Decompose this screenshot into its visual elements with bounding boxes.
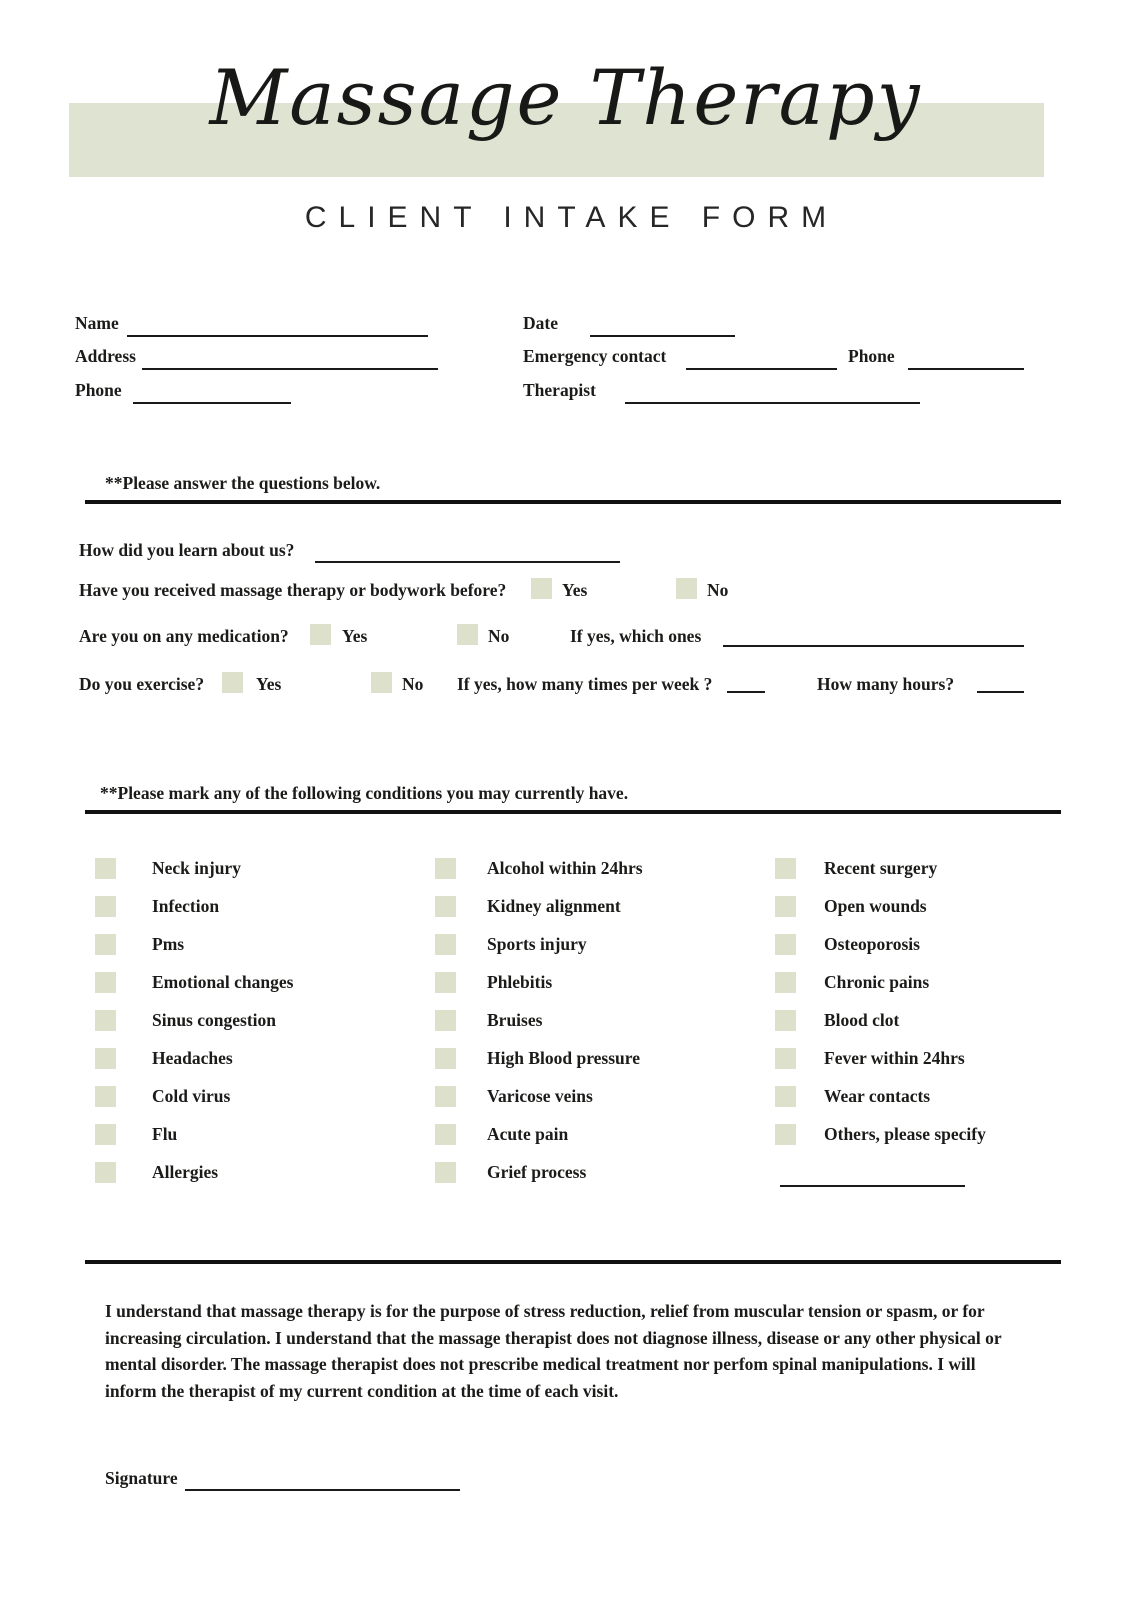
checkbox-open-wounds[interactable] bbox=[775, 896, 796, 917]
checkbox-sports-injury[interactable] bbox=[435, 934, 456, 955]
therapist-field-line[interactable] bbox=[625, 402, 920, 404]
checkbox-headaches[interactable] bbox=[95, 1048, 116, 1069]
condition-item bbox=[95, 972, 293, 996]
condition-label: Neck injury bbox=[152, 858, 241, 878]
condition-label: Infection bbox=[152, 896, 220, 916]
checkbox-neck-injury[interactable] bbox=[95, 858, 116, 879]
emergency-contact-field-line[interactable] bbox=[686, 368, 837, 370]
name-label: Name bbox=[75, 313, 119, 333]
yes-label: Yes bbox=[342, 626, 368, 646]
condition-item bbox=[775, 896, 927, 920]
checkbox-fever-24hrs[interactable] bbox=[775, 1048, 796, 1069]
date-row bbox=[0, 313, 1131, 339]
condition-label: Pms bbox=[152, 934, 185, 954]
checkbox-wear-contacts[interactable] bbox=[775, 1086, 796, 1107]
checkbox-osteoporosis[interactable] bbox=[775, 934, 796, 955]
page-title-script: Massage Therapy bbox=[209, 53, 922, 142]
condition-item bbox=[95, 1086, 230, 1110]
checkbox-others-specify[interactable] bbox=[775, 1124, 796, 1145]
checkbox-massage-before-yes[interactable] bbox=[531, 578, 552, 599]
others-specify-field-line[interactable] bbox=[780, 1185, 965, 1187]
checkbox-medication-no[interactable] bbox=[457, 624, 478, 645]
condition-item bbox=[435, 1010, 542, 1034]
condition-label: Cold virus bbox=[152, 1086, 231, 1106]
condition-item bbox=[435, 972, 552, 996]
checkbox-allergies[interactable] bbox=[95, 1162, 116, 1183]
checkbox-pms[interactable] bbox=[95, 934, 116, 955]
condition-label: Osteoporosis bbox=[824, 934, 920, 954]
condition-label: Open wounds bbox=[824, 896, 927, 916]
condition-item bbox=[775, 934, 920, 958]
learn-field-line[interactable] bbox=[315, 561, 620, 563]
signature-row bbox=[0, 1468, 1131, 1494]
condition-label: Sinus congestion bbox=[152, 1010, 276, 1030]
question-medication-row bbox=[0, 626, 1131, 652]
answer-section-heading: **Please answer the questions below. bbox=[105, 473, 381, 493]
checkbox-blood-clot[interactable] bbox=[775, 1010, 796, 1031]
condition-label: Blood clot bbox=[824, 1010, 900, 1030]
checkbox-recent-surgery[interactable] bbox=[775, 858, 796, 879]
medication-followup-label: If yes, which ones bbox=[570, 626, 702, 646]
condition-item bbox=[95, 1124, 177, 1148]
emergency-phone-label: Phone bbox=[848, 346, 895, 366]
therapist-label: Therapist bbox=[523, 380, 596, 400]
condition-item bbox=[95, 1162, 218, 1186]
checkbox-kidney-alignment[interactable] bbox=[435, 896, 456, 917]
condition-item bbox=[775, 1048, 965, 1072]
condition-label: Others, please specify bbox=[824, 1124, 986, 1144]
disclaimer-text: I understand that massage therapy is for the purpose of stress reduction, relief from muscular tension or spasm, or for increasing circulation. I understand that the massage therapist does not diagnose illness, disease or any other physical or mental disorder. The massage therapist does not prescribe medical treatment nor perfom spinal manipulations. I will inform the therapist of my current condition at the time of each visit. bbox=[105, 1301, 1002, 1401]
condition-label: Kidney alignment bbox=[487, 896, 621, 916]
condition-item bbox=[775, 858, 937, 882]
emergency-contact-row bbox=[0, 346, 1131, 372]
page-subtitle: CLIENT INTAKE FORM bbox=[304, 201, 839, 234]
condition-item bbox=[775, 1010, 899, 1034]
condition-label: Flu bbox=[152, 1124, 178, 1144]
exercise-followup-label: If yes, how many times per week ? bbox=[457, 674, 713, 694]
question-exercise-row bbox=[0, 674, 1131, 700]
medication-field-line[interactable] bbox=[723, 645, 1024, 647]
emergency-phone-field-line[interactable] bbox=[908, 368, 1024, 370]
condition-item bbox=[775, 1086, 930, 1110]
question-learn-label: How did you learn about us? bbox=[79, 540, 295, 560]
checkbox-high-blood-pressure[interactable] bbox=[435, 1048, 456, 1069]
signature-field-line[interactable] bbox=[185, 1489, 460, 1491]
condition-item bbox=[435, 1048, 640, 1072]
condition-item bbox=[435, 896, 621, 920]
condition-item bbox=[435, 1124, 568, 1148]
address-label: Address bbox=[75, 346, 136, 366]
condition-label: Alcohol within 24hrs bbox=[487, 858, 643, 878]
exercise-hours-field-line[interactable] bbox=[977, 691, 1024, 693]
emergency-contact-label: Emergency contact bbox=[523, 346, 667, 366]
question-exercise-label: Do you exercise? bbox=[79, 674, 205, 694]
condition-label: High Blood pressure bbox=[487, 1048, 640, 1068]
checkbox-infection[interactable] bbox=[95, 896, 116, 917]
date-field-line[interactable] bbox=[590, 335, 735, 337]
section-divider bbox=[85, 1260, 1061, 1264]
condition-item bbox=[95, 896, 219, 920]
exercise-hours-label: How many hours? bbox=[817, 674, 955, 694]
condition-item bbox=[435, 934, 587, 958]
condition-label: Varicose veins bbox=[487, 1086, 593, 1106]
yes-label: Yes bbox=[562, 580, 588, 600]
checkbox-exercise-yes[interactable] bbox=[222, 672, 243, 693]
checkbox-cold-virus[interactable] bbox=[95, 1086, 116, 1107]
checkbox-chronic-pains[interactable] bbox=[775, 972, 796, 993]
no-label: No bbox=[488, 626, 510, 646]
question-massage-before-row bbox=[0, 580, 1131, 606]
checkbox-exercise-no[interactable] bbox=[371, 672, 392, 693]
checkbox-varicose-veins[interactable] bbox=[435, 1086, 456, 1107]
condition-item bbox=[95, 1010, 276, 1034]
signature-label: Signature bbox=[105, 1468, 178, 1488]
condition-item bbox=[435, 1086, 593, 1110]
condition-label: Fever within 24hrs bbox=[824, 1048, 965, 1068]
checkbox-sinus-congestion[interactable] bbox=[95, 1010, 116, 1031]
condition-label: Headaches bbox=[152, 1048, 233, 1068]
condition-label: Allergies bbox=[152, 1162, 219, 1182]
question-medication-label: Are you on any medication? bbox=[79, 626, 289, 646]
checkbox-flu[interactable] bbox=[95, 1124, 116, 1145]
question-massage-before-label: Have you received massage therapy or bodywork before? bbox=[79, 580, 507, 600]
condition-item bbox=[95, 858, 241, 882]
exercise-times-field-line[interactable] bbox=[727, 691, 765, 693]
condition-label: Acute pain bbox=[487, 1124, 569, 1144]
checkbox-phlebitis[interactable] bbox=[435, 972, 456, 993]
checkbox-massage-before-no[interactable] bbox=[676, 578, 697, 599]
question-learn-row bbox=[0, 540, 1131, 566]
date-label: Date bbox=[523, 313, 558, 333]
checkbox-acute-pain[interactable] bbox=[435, 1124, 456, 1145]
condition-item bbox=[95, 1048, 233, 1072]
conditions-grid bbox=[0, 858, 1131, 1218]
condition-item bbox=[775, 972, 929, 996]
condition-item bbox=[775, 1124, 986, 1148]
checkbox-medication-yes[interactable] bbox=[310, 624, 331, 645]
checkbox-grief-process[interactable] bbox=[435, 1162, 456, 1183]
condition-label: Grief process bbox=[487, 1162, 587, 1182]
condition-label: Bruises bbox=[487, 1010, 543, 1030]
section-divider bbox=[85, 810, 1061, 814]
yes-label: Yes bbox=[256, 674, 282, 694]
condition-label: Phlebitis bbox=[487, 972, 553, 992]
no-label: No bbox=[402, 674, 424, 694]
checkbox-emotional-changes[interactable] bbox=[95, 972, 116, 993]
condition-label: Wear contacts bbox=[824, 1086, 931, 1106]
no-label: No bbox=[707, 580, 729, 600]
section-divider bbox=[85, 500, 1061, 504]
condition-label: Recent surgery bbox=[824, 858, 938, 878]
condition-label: Emotional changes bbox=[152, 972, 294, 992]
condition-item bbox=[435, 1162, 586, 1186]
condition-item bbox=[95, 934, 184, 958]
condition-label: Chronic pains bbox=[824, 972, 930, 992]
checkbox-alcohol-24hrs[interactable] bbox=[435, 858, 456, 879]
therapist-row bbox=[0, 380, 1131, 406]
condition-label: Sports injury bbox=[487, 934, 587, 954]
conditions-section-heading: **Please mark any of the following conditions you may currently have. bbox=[100, 783, 629, 803]
phone-label: Phone bbox=[75, 380, 122, 400]
checkbox-bruises[interactable] bbox=[435, 1010, 456, 1031]
condition-item bbox=[435, 858, 643, 882]
